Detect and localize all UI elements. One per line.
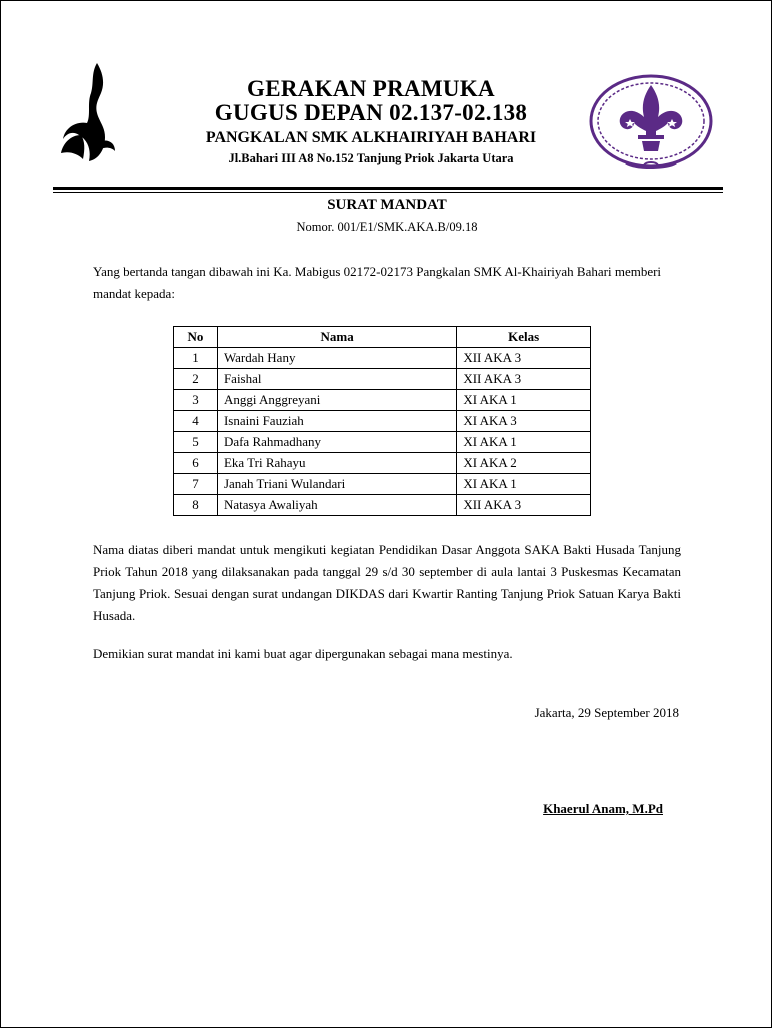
table-row [174,369,591,390]
column-header-nama: Nama [217,327,456,348]
cell-no: 2 [174,369,218,390]
table-row [174,411,591,432]
org-name: GERAKAN PRAMUKA [247,76,495,101]
wosm-fleur-de-lis-icon [586,71,716,179]
address: Jl.Bahari III A8 No.152 Tanjung Priok Jakarta Utara [228,151,514,165]
tunas-kelapa-icon [57,59,119,165]
letterhead [151,77,591,167]
closing-paragraph: Demikian surat mandat ini kami buat agar dipergunakan sebagai mana mestinya. [93,646,513,661]
cell-nama: Dafa Rahmadhany [217,432,456,453]
gudep-name: GUGUS DEPAN 02.137-02.138 [214,100,528,125]
table-row [174,432,591,453]
cell-nama: Eka Tri Rahayu [217,453,456,474]
table-row [174,474,591,495]
cell-kelas: XI AKA 2 [457,453,591,474]
cell-nama: Isnaini Fauziah [217,411,456,432]
cell-nama: Janah Triani Wulandari [217,474,456,495]
cell-no: 6 [174,453,218,474]
cell-no: 7 [174,474,218,495]
document-title: SURAT MANDAT [327,197,447,213]
header-divider-thin [53,192,723,193]
table-row [174,495,591,516]
cell-no: 8 [174,495,218,516]
pangkalan-name: PANGKALAN SMK ALKHAIRIYAH BAHARI [205,129,537,146]
column-header-kelas: Kelas [457,327,591,348]
cell-kelas: XI AKA 1 [457,474,591,495]
cell-kelas: XI AKA 1 [457,390,591,411]
cell-nama: Faishal [217,369,456,390]
signer-name: Khaerul Anam, M.Pd [543,801,663,816]
cell-kelas: XII AKA 3 [457,369,591,390]
document-number: Nomor. 001/E1/SMK.AKA.B/09.18 [296,220,478,234]
cell-kelas: XII AKA 3 [457,495,591,516]
header-divider-thick [53,187,723,190]
column-header-no: No [174,327,218,348]
table-row [174,390,591,411]
cell-kelas: XI AKA 1 [457,432,591,453]
cell-kelas: XI AKA 3 [457,411,591,432]
cell-no: 3 [174,390,218,411]
member-table [173,326,591,516]
cell-no: 4 [174,411,218,432]
cell-kelas: XII AKA 3 [457,348,591,369]
table-row [174,348,591,369]
cell-no: 1 [174,348,218,369]
cell-nama: Wardah Hany [217,348,456,369]
cell-nama: Natasya Awaliyah [217,495,456,516]
table-row [174,453,591,474]
cell-no: 5 [174,432,218,453]
body-paragraph: Nama diatas diberi mandat untuk mengikuti kegiatan Pendidikan Dasar Anggota SAKA Bakti Husada Tanjung Priok Tahun 2018 yang dilaksanakan pada tanggal 29 s/d 30 september di aula lantai 3 Puskesmas Kecamatan Tanjung Priok. Sesuai dengan surat undangan DIKDAS dari Kwartir Ranting Tanjung Priok Satuan Karya Bakti Husada. [93,542,681,623]
table-header-row [174,327,591,348]
intro-paragraph: Yang bertanda tangan dibawah ini Ka. Mabigus 02172-02173 Pangkalan SMK Al-Khairiyah Bahari memberi mandat kepada: [93,264,662,301]
cell-nama: Anggi Anggreyani [217,390,456,411]
letter-date: Jakarta, 29 September 2018 [534,705,679,720]
